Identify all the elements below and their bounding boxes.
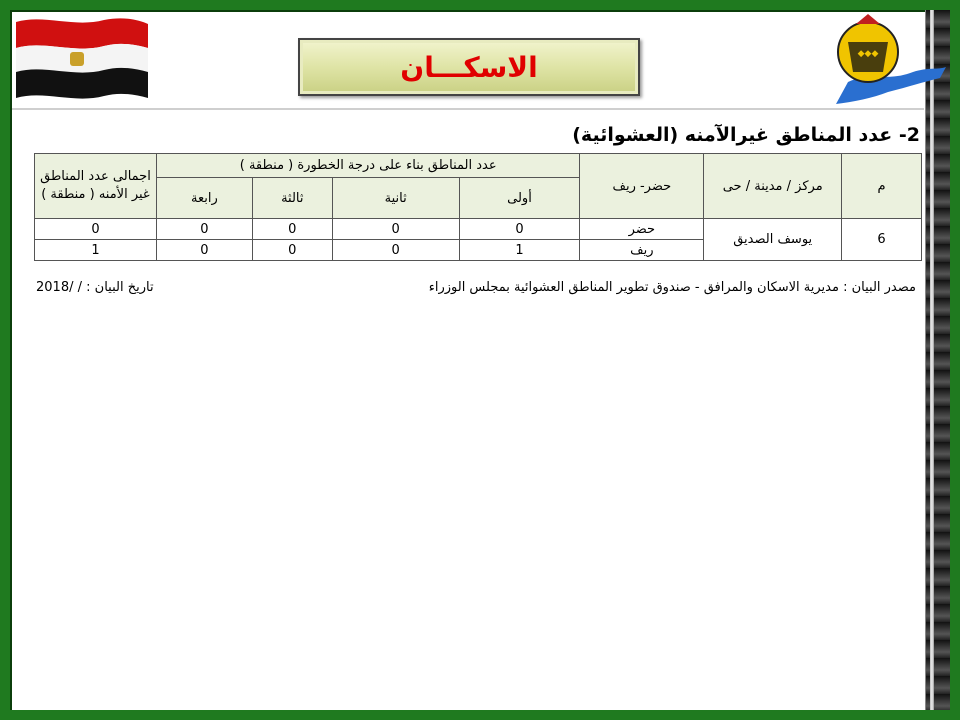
header-urban-rural: حضر- ريف: [580, 154, 704, 219]
cell-fourth: 0: [156, 219, 252, 240]
cell-total: 0: [35, 219, 157, 240]
cell-second: 0: [332, 219, 459, 240]
left-frame-line: [10, 10, 12, 710]
cell-first: 0: [459, 219, 580, 240]
date-value: / /2018: [36, 280, 82, 295]
cell-first: 1: [459, 240, 580, 261]
top-frame-line: [10, 10, 950, 12]
header-fourth: رابعة: [156, 178, 252, 219]
governorate-emblem-icon: [828, 12, 948, 107]
page-title: الاسكـــان: [400, 50, 538, 84]
film-strip-edge: [930, 10, 934, 710]
title-banner: [298, 38, 640, 96]
egypt-flag-icon: [14, 14, 150, 104]
cell-num: 6: [842, 219, 922, 261]
table-row: [35, 219, 922, 240]
svg-text:◆◆◆: ◆◆◆: [857, 49, 879, 59]
cell-type: حضر: [580, 219, 704, 240]
header-separator: [12, 108, 924, 110]
cell-type: ريف: [580, 240, 704, 261]
header-danger-group: عدد المناطق بناء على درجة الخطورة ( منطقة ): [156, 154, 579, 178]
header-second: ثانية: [332, 178, 459, 219]
header-first: أولى: [459, 178, 580, 219]
unsafe-areas-table: [34, 153, 922, 261]
cell-third: 0: [252, 219, 332, 240]
data-date: [36, 280, 154, 295]
cell-total: 1: [35, 240, 157, 261]
data-source: مصدر البيان : مديرية الاسكان والمرافق - صندوق تطوير المناطق العشوائية بمجلس الوزراء: [428, 280, 916, 295]
cell-center: يوسف الصديق: [704, 219, 842, 261]
date-label: تاريخ البيان :: [86, 280, 154, 295]
header-num: م: [842, 154, 922, 219]
section-heading: 2- عدد المناطق غيرالآمنه (العشوائية): [572, 124, 920, 146]
cell-fourth: 0: [156, 240, 252, 261]
cell-third: 0: [252, 240, 332, 261]
header-total: اجمالى عدد المناطق غير الأمنه ( منطقة ): [35, 154, 157, 219]
header-third: ثالثة: [252, 178, 332, 219]
film-strip-decoration: [925, 10, 950, 710]
cell-second: 0: [332, 240, 459, 261]
header-center: مركز / مدينة / حى: [704, 154, 842, 219]
